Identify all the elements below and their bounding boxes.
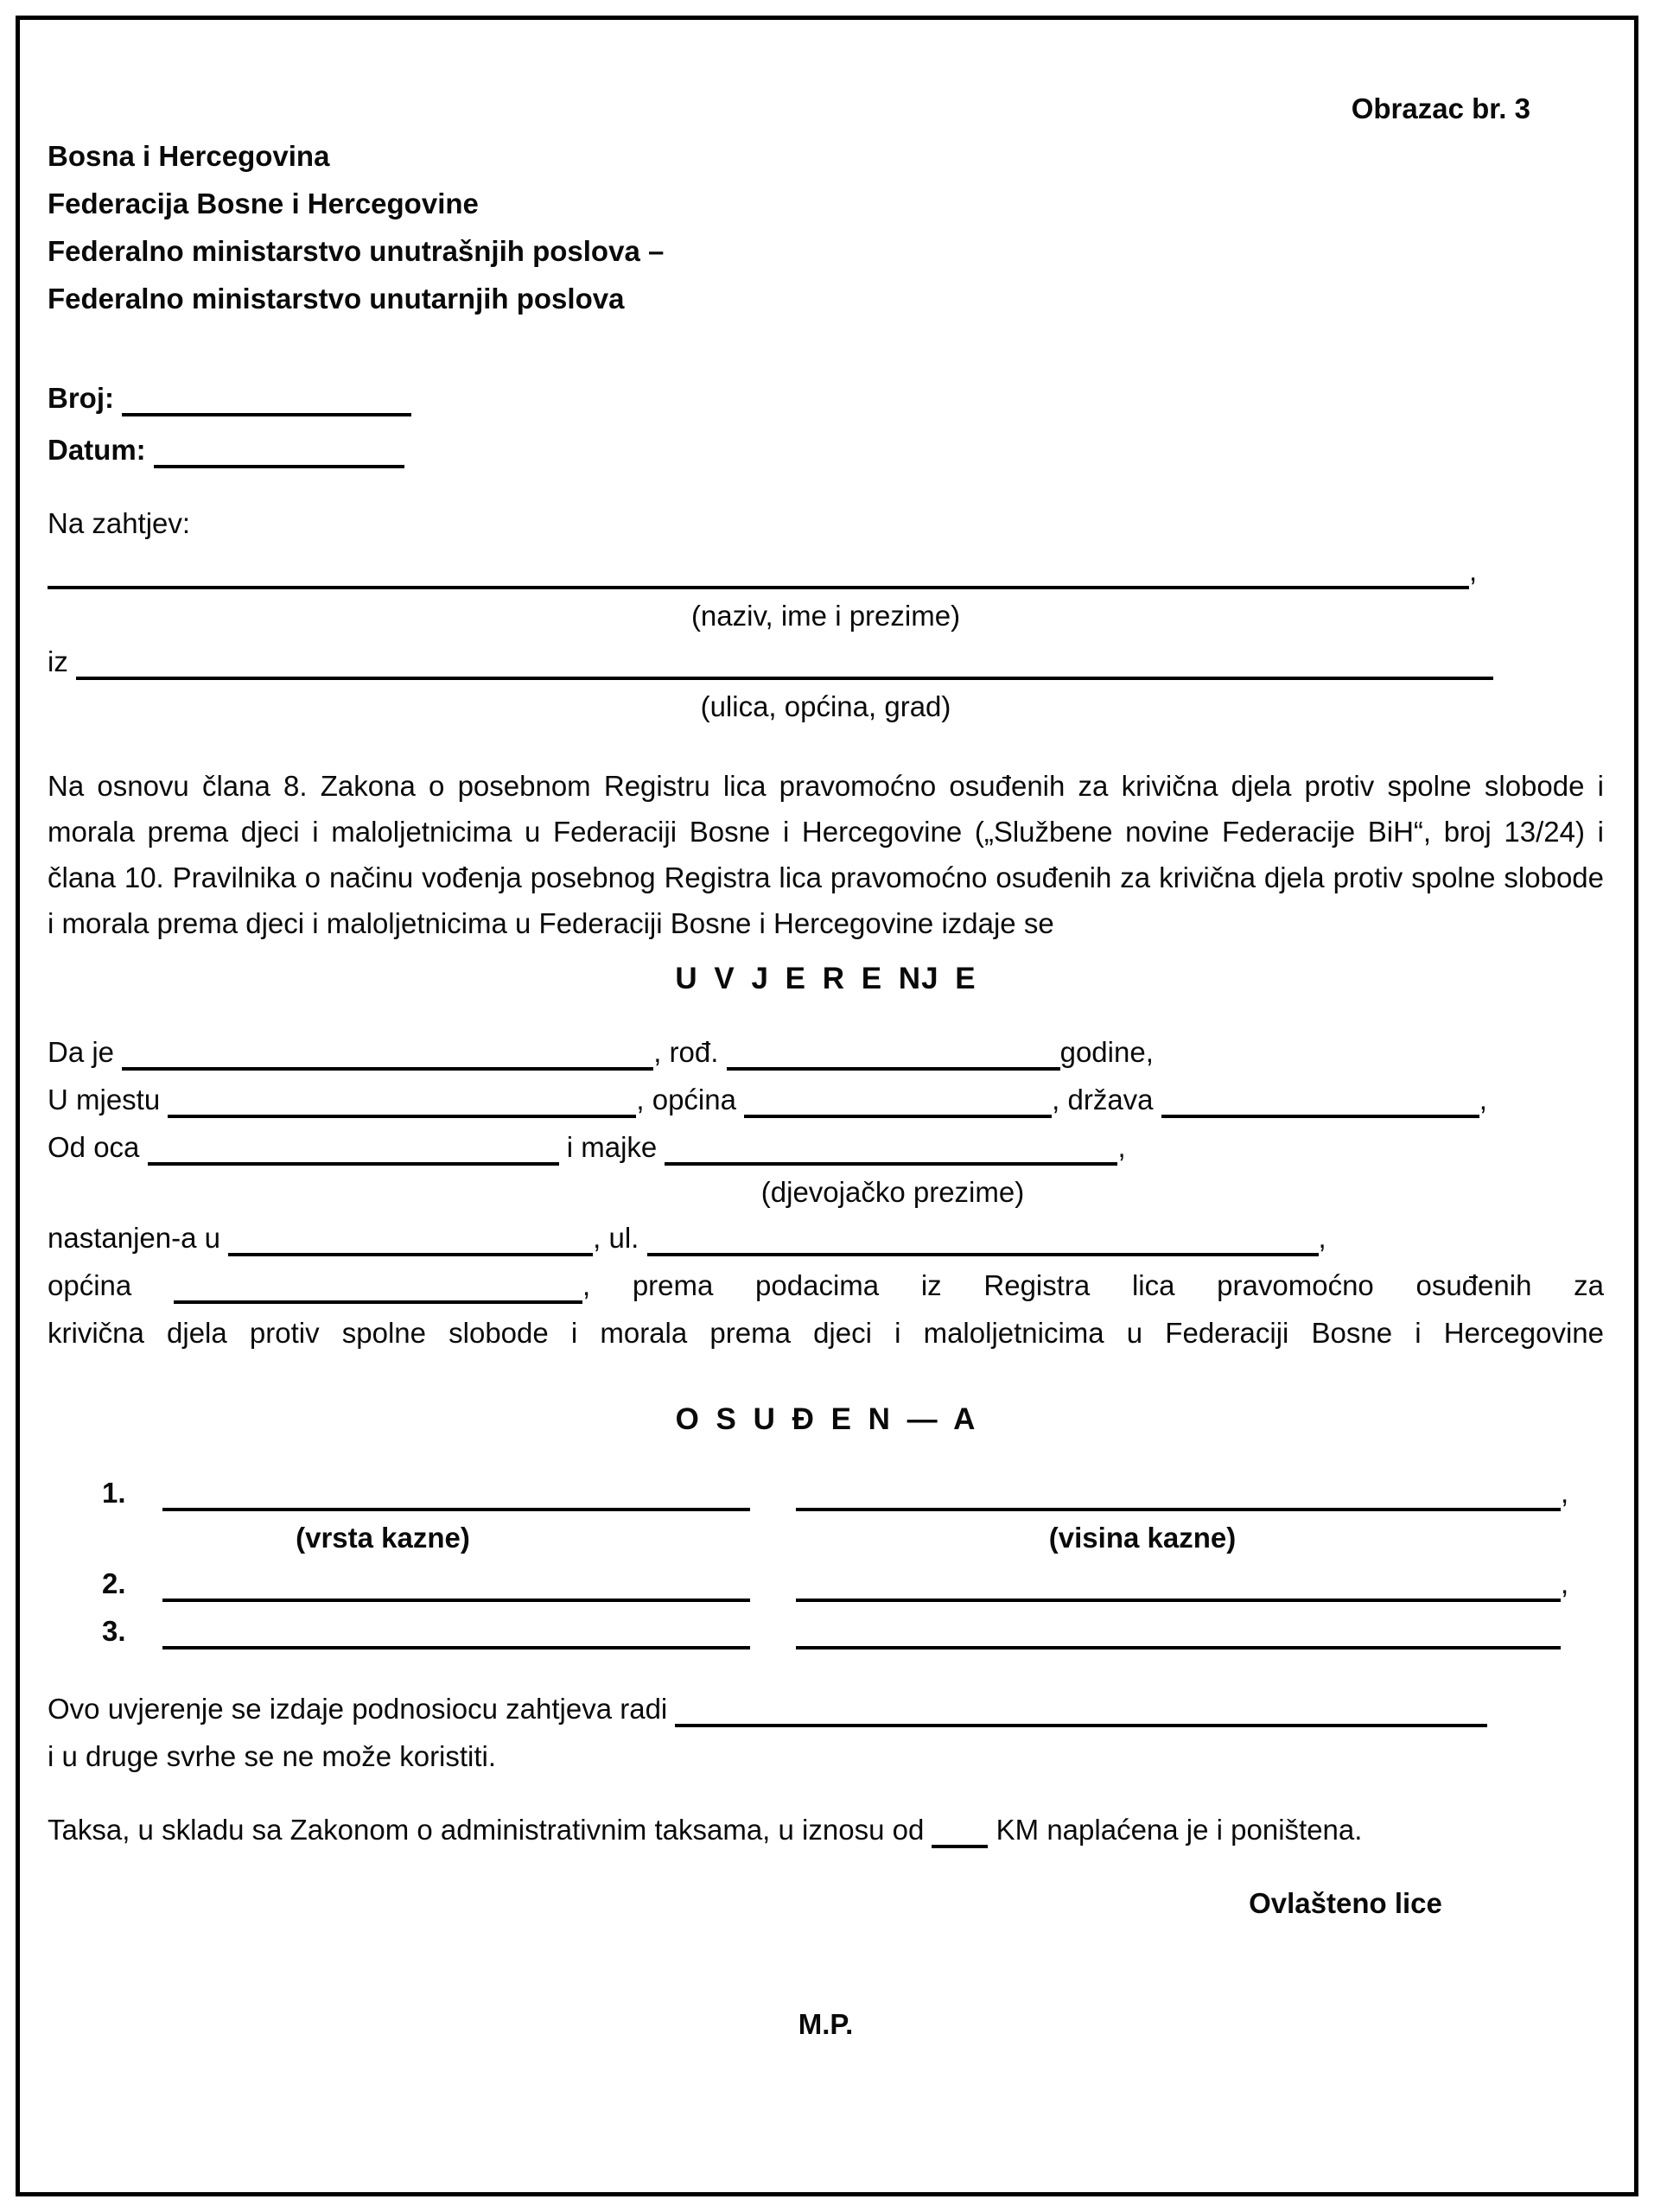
- od-oca-label: Od oca: [48, 1131, 140, 1163]
- residence-municipality-blank: [174, 1300, 582, 1304]
- da-je-label: Da je: [48, 1036, 115, 1068]
- authorized-person-label: Ovlašteno lice: [1249, 1887, 1442, 1919]
- purpose-line-2: i u druge svrhe se ne može koristiti.: [48, 1740, 497, 1772]
- applicant-address-line: [48, 638, 1604, 685]
- sentence-amount-blank-3: [796, 1646, 1561, 1649]
- row-2-comma: ,: [1561, 1567, 1569, 1599]
- applicant-name-comma: ,: [1469, 555, 1478, 587]
- godine-label: godine,: [1059, 1036, 1154, 1068]
- broj-label: Broj:: [48, 382, 114, 414]
- sentence-row-1: [48, 1469, 1604, 1516]
- sentence-amount-blank-1: [796, 1508, 1561, 1511]
- rod-label: , rođ.: [653, 1036, 719, 1068]
- registry-continuation-text: krivična djela protiv spolne slobode i morala prema djeci i maloljetnicima u Federaciji Bosne i Hercegovine: [48, 1317, 1604, 1349]
- birth-date-blank: [727, 1067, 1060, 1071]
- parents-line-comma: ,: [1117, 1131, 1126, 1163]
- parents-line: [48, 1123, 1604, 1171]
- applicant-name-blank: [48, 586, 1469, 589]
- row-1-comma: ,: [1561, 1477, 1569, 1509]
- nastanjen-label: nastanjen-a u: [48, 1222, 220, 1254]
- sentence-row-3: [48, 1607, 1604, 1655]
- visina-kazne-caption: (visina kazne): [1048, 1522, 1237, 1554]
- applicant-address-caption: (ulica, općina, grad): [700, 690, 951, 722]
- prema-podacima-text: , prema podacima iz Registra lica pravomoćno osuđenih za: [582, 1269, 1604, 1301]
- drzava-label: , država: [1052, 1084, 1154, 1116]
- letterhead: [48, 132, 1604, 322]
- birth-municipality-blank: [744, 1115, 1052, 1118]
- form-number-label: Obrazac br. 3: [1351, 92, 1530, 124]
- opcina2-label: općina: [48, 1269, 132, 1301]
- applicant-name-caption: (naziv, ime i prezime): [690, 600, 961, 632]
- applicant-name-line: [48, 547, 1604, 594]
- vrsta-kazne-caption: (vrsta kazne): [296, 1522, 470, 1554]
- tax-amount-blank: [932, 1845, 988, 1848]
- tax-text-after: KM naplaćena je i poništena.: [996, 1814, 1363, 1846]
- datum-blank: [154, 465, 404, 468]
- person-name-blank: [122, 1067, 653, 1071]
- sentence-type-blank-3: [162, 1646, 750, 1649]
- birth-line-comma: ,: [1479, 1084, 1487, 1116]
- broj-blank: [122, 413, 411, 416]
- sentence-captions-row: [48, 1516, 1604, 1560]
- residence-municipality-line: [48, 1262, 1604, 1309]
- letterhead-line-ministry-1: Federalno ministarstvo unutrašnjih poslova –: [48, 235, 665, 267]
- applicant-address-blank: [76, 677, 1493, 680]
- residence-place-blank: [228, 1253, 593, 1256]
- purpose-text-1: Ovo uvjerenje se izdaje podnosiocu zahtjeva radi: [48, 1693, 668, 1725]
- residence-line-comma: ,: [1318, 1222, 1326, 1254]
- sentence-row-2: [48, 1560, 1604, 1607]
- opcina-label: , općina: [636, 1084, 736, 1116]
- residence-line: [48, 1214, 1604, 1262]
- father-name-blank: [148, 1162, 559, 1166]
- residence-street-blank: [647, 1253, 1319, 1256]
- iz-label: iz: [48, 645, 68, 677]
- birth-place-blank: [168, 1115, 636, 1118]
- purpose-blank: [675, 1724, 1487, 1727]
- i-majke-label: i majke: [566, 1131, 658, 1163]
- letterhead-line-federation: Federacija Bosne i Hercegovine: [48, 188, 479, 219]
- datum-line: [48, 426, 1604, 474]
- row-2-number: 2.: [102, 1567, 126, 1599]
- sentence-type-blank-2: [162, 1599, 750, 1602]
- sentence-type-blank-1: [162, 1508, 750, 1511]
- datum-label: Datum:: [48, 434, 146, 466]
- ul-label: , ul.: [593, 1222, 639, 1254]
- tax-line: [48, 1806, 1604, 1853]
- tax-text-before: Taksa, u skladu sa Zakonom o administrativnim taksama, u iznosu od: [48, 1814, 925, 1846]
- letterhead-line-country: Bosna i Hercegovina: [48, 140, 330, 172]
- na-zahtjev-label: Na zahtjev:: [48, 507, 191, 539]
- row-3-number: 3.: [102, 1615, 126, 1647]
- legal-basis-paragraph: Na osnovu člana 8. Zakona o posebnom Registru lica pravomoćno osuđenih za krivična djela protiv spolne slobode i morala prema djeci i maloljetnicima u Federaciji Bosne i Hercegovine („Službene novine Federacije BiH“, broj 13/24) i člana 10. Pravilnika o načinu vođenja posebnog Registra lica pravomoćno osuđenih za krivična djela protiv spolne slobode i morala prema djeci i maloljetnicima u Federaciji Bosne i Hercegovine izdaje se: [48, 770, 1604, 939]
- seal-placeholder-label: M.P.: [798, 2008, 854, 2040]
- row-1-number: 1.: [102, 1477, 126, 1509]
- certificate-title: U V J E R E NJ E: [675, 962, 976, 995]
- letterhead-line-ministry-2: Federalno ministarstvo unutarnjih poslova: [48, 283, 625, 315]
- birth-place-line: [48, 1076, 1604, 1123]
- u-mjestu-label: U mjestu: [48, 1084, 161, 1116]
- birth-country-blank: [1161, 1115, 1479, 1118]
- person-name-line: [48, 1028, 1604, 1076]
- purpose-line-1: [48, 1685, 1604, 1732]
- maiden-name-caption: (djevojačko prezime): [760, 1176, 1025, 1208]
- mother-name-blank: [665, 1162, 1117, 1166]
- page-content: [48, 85, 1604, 2048]
- convicted-title: O S U Đ E N — A: [675, 1402, 976, 1436]
- sentence-amount-blank-2: [796, 1599, 1561, 1602]
- broj-line: [48, 374, 1604, 422]
